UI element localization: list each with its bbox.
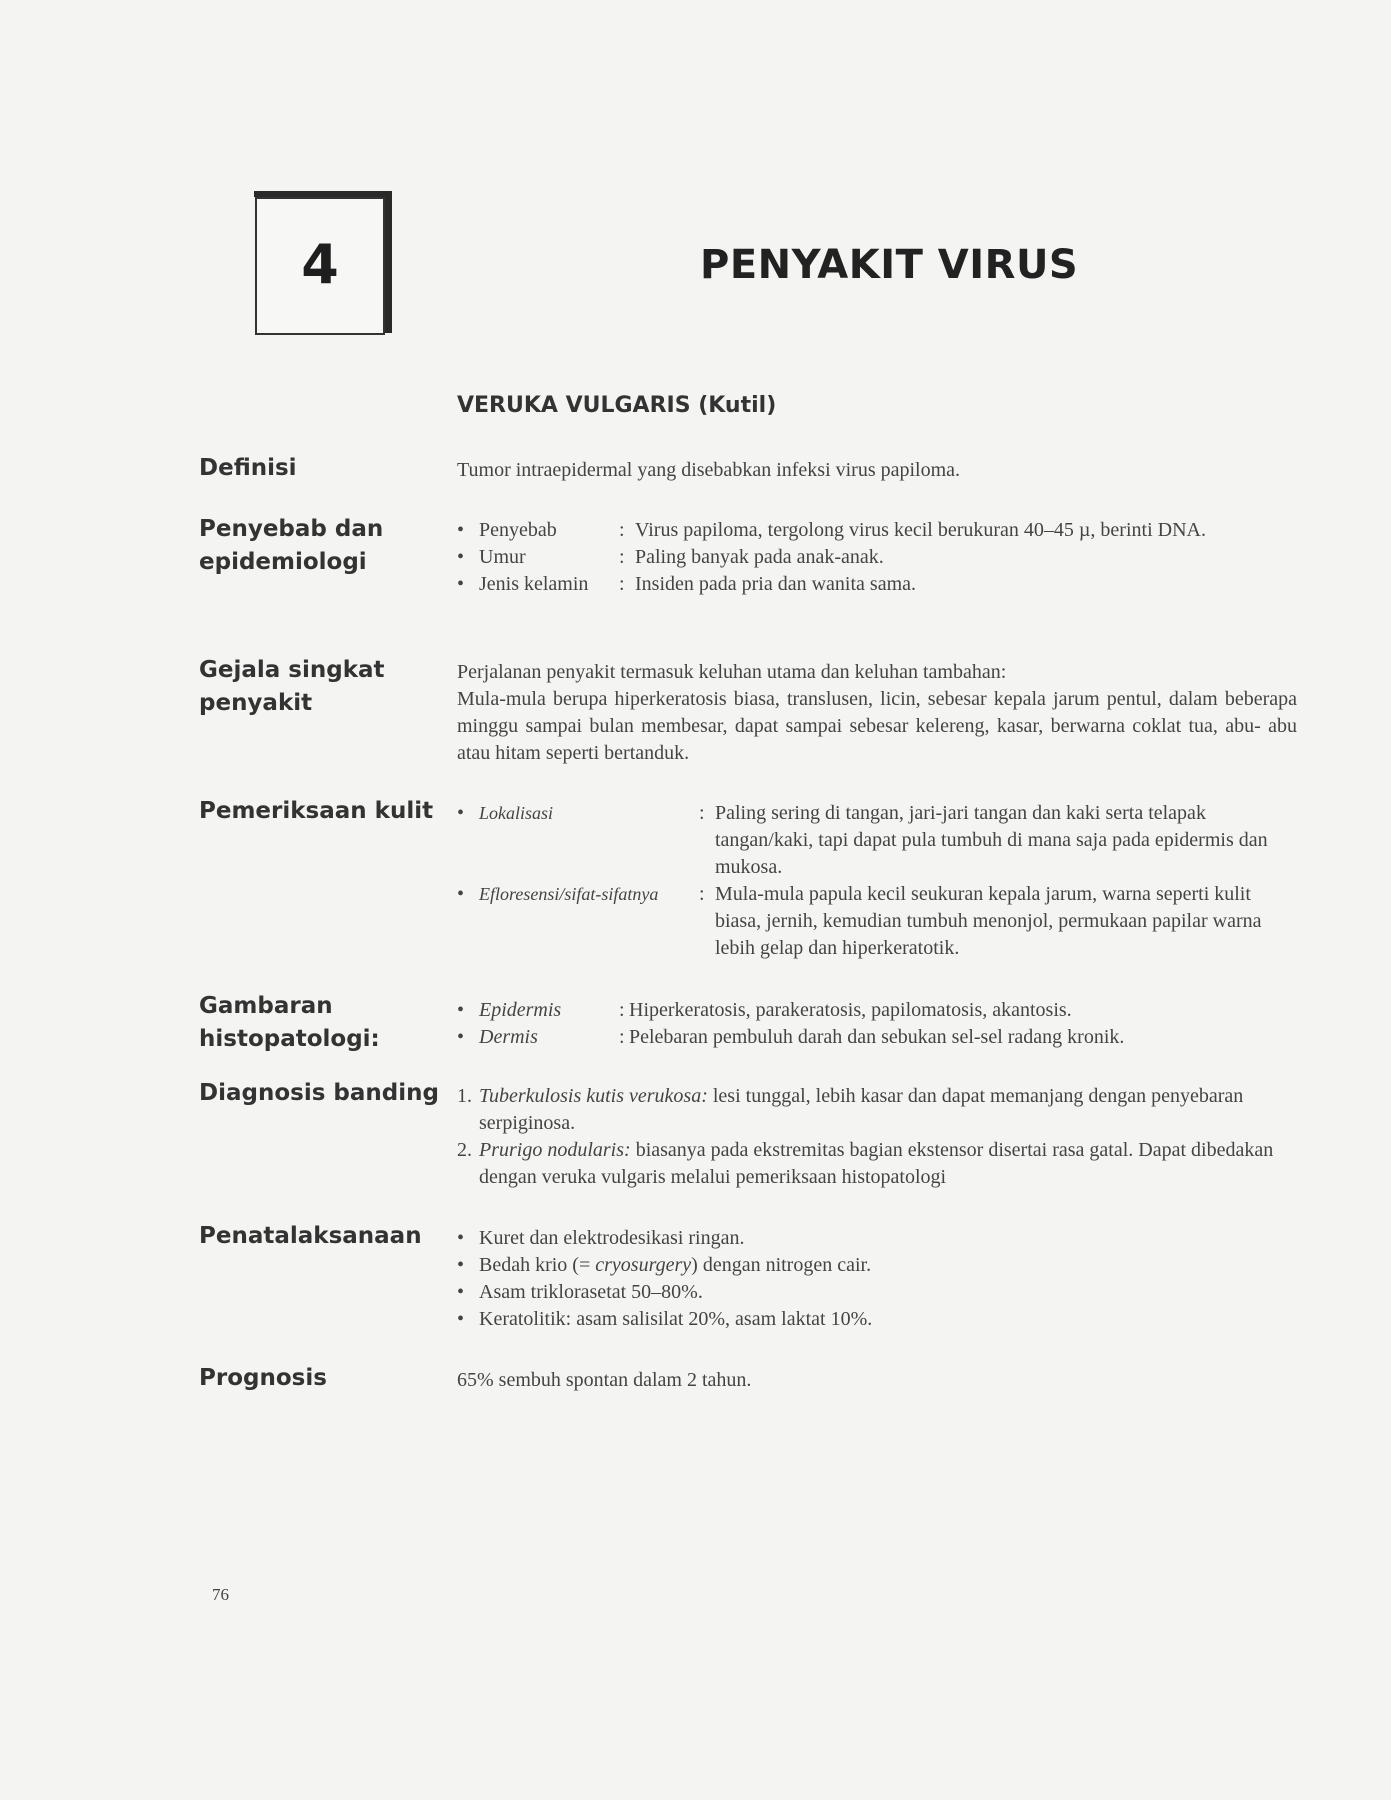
gejala-intro: Perjalanan penyakit termasuk keluhan utama dan keluhan tambahan: [457,661,1007,683]
item-text: Asam triklorasetat 50–80%. [479,1281,703,1303]
label-definisi: Definisi [199,455,297,481]
item-value: Virus papiloma, tergolong virus kecil berukuran 40–45 µ, berinti DNA. [635,519,1206,541]
label-penatalaksanaan: Penatalaksanaan [199,1223,422,1249]
item-text [479,1137,1297,1191]
item-key: Dermis [479,1026,538,1048]
content-gejala [457,659,1297,767]
item-text [479,1252,1297,1279]
label-pemeriksaan: Pemeriksaan kulit [199,798,434,824]
item-value: Hiperkeratosis, parakeratosis, papilomatosis, akantosis. [629,999,1072,1021]
item-key: Penyebab [479,519,557,541]
list-item [457,571,1297,598]
label-diagnosis: Diagnosis banding [199,1080,439,1106]
item-text [479,1083,1297,1137]
item-term: Prurigo nodularis: [479,1139,631,1161]
content-penatalaksanaan [457,1225,1297,1333]
bullet-icon: • [457,1254,465,1276]
item-number: 2. [457,1139,472,1161]
item-description: biasanya pada ekstremitas bagian ekstensor disertai rasa gatal. Dapat dibedakan dengan veruka vulgaris melalui pemeriksaan histopatologi [479,1139,1274,1188]
item-key: Lokalisasi [479,803,554,823]
chapter-title: PENYAKIT VIRUS [700,242,1079,288]
section-title: VERUKA VULGARIS (Kutil) [457,393,777,418]
list-item [457,1306,1297,1333]
content-definisi [457,457,1297,484]
item-separator: : [619,546,625,568]
item-value: Paling sering di tangan, jari-jari tangan dan kaki serta telapak tangan/kaki, tapi dapat pula tumbuh di mana saja pada epidermis dan mukosa. [715,802,1268,878]
item-text-pre: Bedah krio (= [479,1254,596,1276]
bullet-icon: • [457,573,465,595]
list-item [457,1225,1297,1252]
item-separator: : [699,883,705,905]
list-item [457,1137,1297,1191]
prognosis-text: 65% sembuh spontan dalam 2 tahun. [457,1369,752,1391]
item-text: Keratolitik: asam salisilat 20%, asam laktat 10%. [479,1308,873,1330]
label-prognosis: Prognosis [199,1365,327,1391]
item-text-italic: cryosurgery [595,1254,692,1276]
list-item [457,800,1297,881]
list-item [457,881,1297,962]
label-penyebab [199,513,383,579]
item-separator: : [619,1026,625,1048]
bullet-icon: • [457,519,465,541]
item-key: Epidermis [479,999,562,1021]
list-item [457,1083,1297,1137]
bullet-icon: • [457,1026,465,1048]
item-value: Pelebaran pembuluh darah dan sebukan sel-sel radang kronik. [629,1026,1125,1048]
item-value: Insiden pada pria dan wanita sama. [635,573,917,595]
list-item [457,1024,1297,1051]
list-item [457,1279,1297,1306]
list-item [457,517,1297,544]
item-separator: : [619,999,625,1021]
item-value: Paling banyak pada anak-anak. [635,546,884,568]
item-value: Mula-mula papula kecil seukuran kepala jarum, warna seperti kulit biasa, jernih, kemudian tumbuh menonjol, permukaan papilar warna lebih gelap dan hiperkeratotik. [715,883,1262,959]
page-number: 76 [212,1585,229,1604]
bullet-icon: • [457,546,465,568]
label-gejala-line1: Gejala singkat [199,657,385,683]
bullet-icon: • [457,1281,465,1303]
item-separator: : [699,802,705,824]
label-histopatologi-line2: histopatologi: [199,1026,380,1052]
chapter-number: 4 [301,233,339,296]
bullet-icon: • [457,1227,465,1249]
content-penyebab [457,517,1297,598]
list-item [457,997,1297,1024]
label-gejala [199,654,385,720]
content-pemeriksaan [457,800,1297,962]
item-text: Kuret dan elektrodesikasi ringan. [479,1227,745,1249]
content-prognosis [457,1367,1297,1394]
label-penyebab-line2: epidemiologi [199,549,367,575]
definisi-text: Tumor intraepidermal yang disebabkan infeksi virus papiloma. [457,459,961,481]
content-diagnosis [457,1083,1297,1191]
list-item [457,1252,1297,1279]
label-histopatologi [199,990,380,1056]
item-separator: : [619,573,625,595]
item-description: lesi tunggal, lebih kasar dan dapat memanjang dengan penyebaran serpiginosa. [479,1085,1244,1134]
bullet-icon: • [457,802,465,824]
content-histopatologi [457,997,1297,1051]
label-gejala-line2: penyakit [199,690,313,716]
item-number: 1. [457,1085,472,1107]
list-item [457,544,1297,571]
bullet-icon: • [457,999,465,1021]
item-term: Tuberkulosis kutis verukosa: [479,1085,708,1107]
item-separator: : [619,519,625,541]
label-histopatologi-line1: Gambaran [199,993,333,1019]
gejala-description: Mula-mula berupa hiperkeratosis biasa, translusen, licin, sebesar kepala jarum pentul, dalam beberapa minggu sampai bulan membesar, dapat sampai sebesar kelereng, kasar, berwarna coklat tua, abu- abu atau hitam seperti bertanduk. [457,688,1297,764]
bullet-icon: • [457,1308,465,1330]
item-key: Efloresensi/sifat-sifatnya [479,884,659,904]
chapter-number-box [255,197,385,335]
item-key: Jenis kelamin [479,573,589,595]
item-text-post: ) dengan nitrogen cair. [691,1254,872,1276]
item-key: Umur [479,546,526,568]
bullet-icon: • [457,883,465,905]
label-penyebab-line1: Penyebab dan [199,516,384,542]
